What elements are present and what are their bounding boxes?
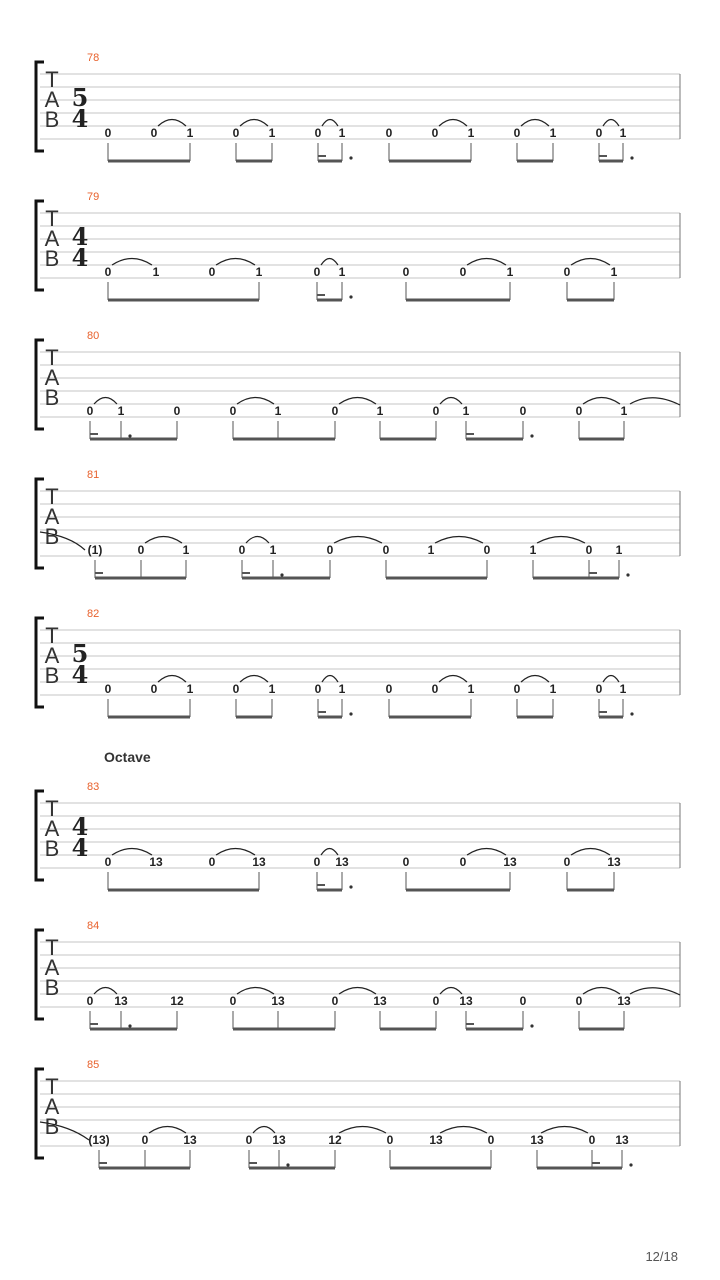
fret-number: 0	[232, 126, 240, 140]
measure-number: 83	[87, 781, 100, 793]
tie-arc	[158, 120, 186, 127]
page-number: 12/18	[645, 1249, 678, 1264]
fret-number: 1	[529, 543, 537, 557]
rhythm-dot	[128, 1024, 131, 1027]
fret-number: 1	[467, 126, 475, 140]
rhythm-dot	[128, 434, 131, 437]
measure-number: 84	[87, 920, 100, 932]
fret-number: 13	[272, 1133, 286, 1147]
tie-arc	[339, 398, 376, 405]
fret-number: 0	[431, 126, 439, 140]
tie-arc	[521, 120, 549, 127]
fret-number: 0	[208, 265, 216, 279]
fret-number: 0	[238, 543, 246, 557]
rhythm-dot	[280, 573, 283, 576]
fret-number: 0	[487, 1133, 495, 1147]
fret-number: 0	[402, 855, 410, 869]
rhythm-dot	[630, 712, 633, 715]
fret-number: 13	[607, 855, 621, 869]
fret-number: 0	[86, 404, 94, 418]
fret-number: 0	[385, 682, 393, 696]
tie-arc	[541, 1127, 588, 1134]
fret-number: 0	[104, 265, 112, 279]
fret-number: 1	[549, 682, 557, 696]
fret-number: 0	[459, 265, 467, 279]
fret-number: 1	[338, 265, 346, 279]
rhythm-dot	[349, 295, 352, 298]
tab-clef-b: B	[44, 1114, 60, 1139]
measure-number: 81	[87, 469, 100, 481]
tie-arc	[334, 537, 382, 544]
fret-number: 13	[183, 1133, 197, 1147]
system-bracket	[36, 62, 44, 151]
fret-number: 0	[313, 265, 321, 279]
tab-clef-t: T	[45, 796, 59, 821]
measure-number: 80	[87, 330, 100, 342]
fret-number: 0	[563, 265, 571, 279]
fret-number: 0	[431, 682, 439, 696]
tab-clef-t: T	[45, 67, 59, 92]
time-signature-bottom: 4	[71, 104, 89, 133]
fret-number: 0	[519, 404, 527, 418]
fret-number: 0	[229, 404, 237, 418]
time-signature-bottom: 4	[71, 660, 89, 689]
fret-number: 0	[331, 404, 339, 418]
fret-number: 0	[314, 126, 322, 140]
fret-number: 13	[503, 855, 517, 869]
fret-number: 1	[186, 682, 194, 696]
tab-clef-t: T	[45, 484, 59, 509]
time-signature-top: 5	[71, 639, 89, 668]
tie-arc	[94, 398, 117, 405]
rhythm-dot	[626, 573, 629, 576]
tab-clef-b: B	[44, 975, 60, 1000]
fret-number: 13	[459, 994, 473, 1008]
tab-clef-a: A	[44, 955, 60, 980]
fret-number: 0	[150, 126, 158, 140]
tie-arc	[321, 259, 338, 266]
measure-number: 79	[87, 191, 100, 203]
fret-number: 1	[274, 404, 282, 418]
fret-number: 0	[575, 994, 583, 1008]
fret-number: 1	[619, 682, 627, 696]
tie-arc	[521, 676, 549, 683]
fret-number: 13	[429, 1133, 443, 1147]
rhythm-dot	[530, 434, 533, 437]
fret-number: 0	[313, 855, 321, 869]
tie-arc	[216, 849, 255, 856]
fret-number: 1	[467, 682, 475, 696]
tie-arc	[240, 676, 268, 683]
fret-number: 0	[585, 543, 593, 557]
tie-arc	[583, 398, 620, 405]
tab-clef-t: T	[45, 206, 59, 231]
fret-number: 0	[314, 682, 322, 696]
fret-number: 13	[114, 994, 128, 1008]
fret-number: 12	[328, 1133, 342, 1147]
tie-arc	[158, 676, 186, 683]
rhythm-dot	[349, 712, 352, 715]
fret-number: 0	[173, 404, 181, 418]
rhythm-dot	[629, 1163, 632, 1166]
fret-number-held: (13)	[88, 1133, 110, 1147]
system-bracket	[36, 930, 44, 1019]
fret-number: 0	[137, 543, 145, 557]
measure-number: 78	[87, 52, 100, 64]
fret-number: 0	[563, 855, 571, 869]
tie-arc	[240, 120, 268, 127]
tie-arc	[322, 676, 338, 683]
tie-arc	[216, 259, 255, 266]
fret-number: 0	[86, 994, 94, 1008]
fret-number: 0	[575, 404, 583, 418]
fret-number: 0	[595, 126, 603, 140]
fret-number: 1	[427, 543, 435, 557]
fret-number: 1	[506, 265, 514, 279]
fret-number: 0	[588, 1133, 596, 1147]
fret-number: 0	[104, 855, 112, 869]
fret-number: 0	[483, 543, 491, 557]
tab-clef-a: A	[44, 365, 60, 390]
system-bracket	[36, 479, 44, 568]
fret-number: 13	[252, 855, 266, 869]
fret-number: 1	[376, 404, 384, 418]
time-signature-bottom: 4	[71, 833, 89, 862]
tie-arc	[571, 259, 610, 266]
tie-arc	[537, 537, 585, 544]
fret-number: 0	[459, 855, 467, 869]
fret-number: 0	[595, 682, 603, 696]
tab-clef-t: T	[45, 1074, 59, 1099]
fret-number-held: (1)	[87, 543, 103, 557]
tab-clef-b: B	[44, 836, 60, 861]
tie-arc	[435, 537, 483, 544]
tie-arc	[112, 259, 152, 266]
tie-arc	[440, 398, 462, 405]
rhythm-dot	[630, 156, 633, 159]
tab-clef-a: A	[44, 643, 60, 668]
fret-number: 0	[385, 126, 393, 140]
fret-number: 1	[549, 126, 557, 140]
tie-arc	[439, 676, 467, 683]
time-signature-top: 4	[71, 812, 89, 841]
fret-number: 0	[104, 126, 112, 140]
time-signature-top: 4	[71, 222, 89, 251]
fret-number: 1	[117, 404, 125, 418]
tie-arc	[440, 1127, 487, 1134]
fret-number: 0	[513, 126, 521, 140]
time-signature-top: 5	[71, 83, 89, 112]
tab-clef-t: T	[45, 345, 59, 370]
fret-number: 0	[208, 855, 216, 869]
tie-arc	[339, 988, 376, 995]
fret-number: 1	[338, 126, 346, 140]
fret-number: 1	[462, 404, 470, 418]
tie-arc	[237, 988, 274, 995]
system-bracket	[36, 340, 44, 429]
tab-clef-a: A	[44, 87, 60, 112]
tab-clef-t: T	[45, 935, 59, 960]
tab-clef-b: B	[44, 663, 60, 688]
fret-number: 1	[152, 265, 160, 279]
fret-number: 13	[617, 994, 631, 1008]
fret-number: 1	[182, 543, 190, 557]
fret-number: 13	[615, 1133, 629, 1147]
fret-number: 1	[619, 126, 627, 140]
fret-number: 0	[513, 682, 521, 696]
system-bracket	[36, 1069, 44, 1158]
fret-number: 13	[373, 994, 387, 1008]
fret-number: 13	[335, 855, 349, 869]
tie-arc	[583, 988, 620, 995]
tie-arc	[145, 537, 182, 544]
fret-number: 1	[268, 126, 276, 140]
fret-number: 0	[432, 994, 440, 1008]
rhythm-dot	[349, 156, 352, 159]
tab-clef-b: B	[44, 524, 60, 549]
fret-number: 1	[268, 682, 276, 696]
tab-clef-a: A	[44, 816, 60, 841]
tab-clef-b: B	[44, 107, 60, 132]
fret-number: 13	[149, 855, 163, 869]
fret-number: 0	[150, 682, 158, 696]
fret-number: 1	[269, 543, 277, 557]
tie-arc	[246, 537, 269, 544]
fret-number: 0	[386, 1133, 394, 1147]
tie-arc	[467, 849, 506, 856]
tie-arc	[112, 849, 152, 856]
time-signature-bottom: 4	[71, 243, 89, 272]
tab-clef-a: A	[44, 226, 60, 251]
fret-number: 1	[615, 543, 623, 557]
tie-arc	[571, 849, 610, 856]
fret-number: 13	[530, 1133, 544, 1147]
system-bracket	[36, 618, 44, 707]
fret-number: 12	[170, 994, 184, 1008]
fret-number: 0	[326, 543, 334, 557]
fret-number: 0	[104, 682, 112, 696]
fret-number: 0	[331, 994, 339, 1008]
tie-arc	[603, 676, 619, 683]
tab-clef-t: T	[45, 623, 59, 648]
tie-arc	[467, 259, 506, 266]
fret-number: 0	[382, 543, 390, 557]
fret-number: 0	[245, 1133, 253, 1147]
system-bracket	[36, 791, 44, 880]
tab-clef-b: B	[44, 246, 60, 271]
octave-annotation: Octave	[104, 749, 151, 765]
rhythm-dot	[530, 1024, 533, 1027]
tie-arc	[237, 398, 274, 405]
tie-arc	[339, 1127, 386, 1134]
measure-number: 85	[87, 1059, 100, 1071]
tab-clef-b: B	[44, 385, 60, 410]
system-bracket	[36, 201, 44, 290]
fret-number: 1	[338, 682, 346, 696]
rhythm-dot	[286, 1163, 289, 1166]
tie-arc	[149, 1127, 186, 1134]
fret-number: 1	[610, 265, 618, 279]
fret-number: 0	[232, 682, 240, 696]
measure-number: 82	[87, 608, 100, 620]
tie-arc	[603, 120, 619, 127]
fret-number: 0	[229, 994, 237, 1008]
fret-number: 1	[186, 126, 194, 140]
fret-number: 0	[432, 404, 440, 418]
tab-clef-a: A	[44, 504, 60, 529]
tab-clef-a: A	[44, 1094, 60, 1119]
fret-number: 13	[271, 994, 285, 1008]
fret-number: 0	[519, 994, 527, 1008]
fret-number: 1	[255, 265, 263, 279]
fret-number: 0	[402, 265, 410, 279]
tie-arc	[322, 120, 338, 127]
fret-number: 1	[620, 404, 628, 418]
rhythm-dot	[349, 885, 352, 888]
fret-number: 0	[141, 1133, 149, 1147]
tie-arc	[439, 120, 467, 127]
